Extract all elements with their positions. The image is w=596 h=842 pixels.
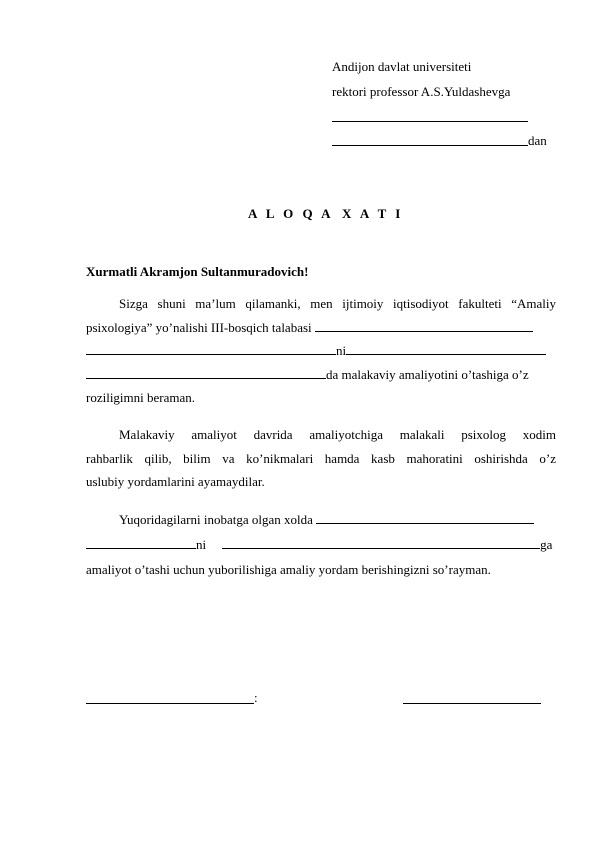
addressee-blank-1 (332, 121, 528, 122)
p2-line-1: Malakaviy amaliyot davrida amaliyotchiga malakali psixolog xodim (119, 427, 556, 442)
p3-line-2-mid: ni (196, 537, 207, 552)
addressee-blank-2 (332, 145, 528, 146)
blank-line (86, 365, 326, 379)
addressee-from-suffix: dan (528, 133, 547, 148)
student-name-blank (315, 318, 533, 332)
p2-line-3: uslubiy yordamlarini ayamaydilar. (86, 474, 265, 489)
paragraph-2 (86, 423, 556, 494)
addressee-line-2: rektori professor A.S.Yuldashevga (332, 84, 511, 99)
p1-line-4 (86, 363, 556, 387)
p3-line-1 (86, 507, 556, 532)
p1-line-3 (86, 339, 556, 363)
greeting: Xurmatli Akramjon Sultanmuradovich! (86, 264, 309, 279)
blank-line (86, 535, 196, 549)
addressee-line-1: Andijon davlat universiteti (332, 59, 472, 74)
p1-line-1: Sizga shuni ma’lum qilamanki, men ijtimoiy iqtisodiyot fakulteti “Amaliy (119, 296, 556, 311)
signature-name-blank (86, 703, 254, 704)
signature-blank (403, 703, 541, 704)
blank-line (316, 510, 534, 524)
paragraph-1 (86, 292, 556, 410)
p1-line-2-text: psixologiya” yo’nalishi III-bosqich talabasi (86, 319, 312, 335)
p1-line-4-end: da malakaviy amaliyotini o’tashiga o’z (326, 366, 529, 382)
p2-line-2: rahbarlik qilib, bilim va ko’nikmalari hamda kasb mahoratini oshirishda o’z (86, 450, 556, 466)
title-word-1: A L O Q A (248, 206, 334, 221)
blank-line (346, 341, 546, 355)
p3-line-1-text: Yuqoridagilarni inobatga olgan xolda (119, 512, 313, 527)
blank-line (222, 535, 540, 549)
p1-line-5: roziligimni beraman. (86, 390, 196, 405)
paragraph-3 (86, 507, 556, 582)
p3-line-2-end: ga (540, 537, 553, 552)
p3-line-2 (86, 532, 556, 557)
title-word-2: X A T I (342, 206, 404, 221)
signature-colon: : (254, 690, 258, 705)
blank-line (86, 341, 336, 355)
p1-line-2 (86, 316, 556, 340)
p1-line-3-mid: ni (336, 343, 347, 358)
p3-line-3: amaliyot o’tashi uchun yuborilishiga amaliy yordam berishingizni so’rayman. (86, 562, 491, 577)
